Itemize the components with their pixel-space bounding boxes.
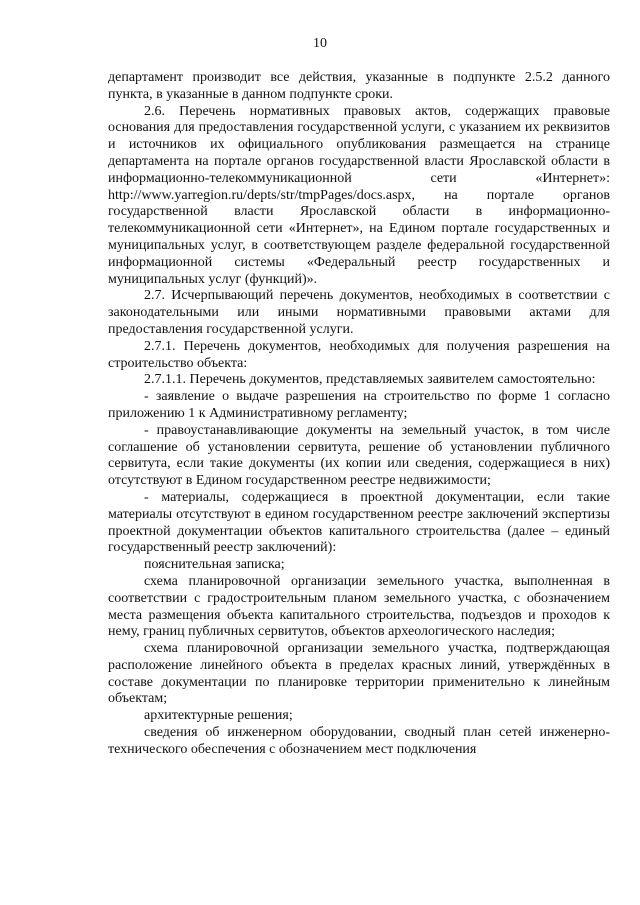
list-item-application: - заявление о выдаче разрешения на строительство по форме 1 согласно приложению 1 к Административному регламенту;: [108, 389, 610, 421]
list-item-project-materials: - материалы, содержащиеся в проектной документации, если такие материалы отсутствуют в едином государственном реестре заключений экспертизы проектной документации объектов капитального строительства (далее – единый государственный реестр заключений):: [108, 489, 610, 556]
paragraph-2-7: 2.7. Исчерпывающий перечень документов, необходимых в соответствии с законодательными или иными нормативными правовыми актами для предоставления государственной услуги.: [108, 288, 610, 337]
paragraph-2-7-1-1: 2.7.1.1. Перечень документов, представляемых заявителем самостоятельно:: [144, 372, 596, 388]
list-item-engineering: сведения об инженерном оборудовании, сводный план сетей инженерно-технического обеспечения с обозначением мест подключения: [108, 725, 610, 757]
list-item-land-documents: - правоустанавливающие документы на земельный участок, в том числе соглашение об установлении сервитута, решение об установлении публичного сервитута, если такие документы (их копии или сведения, содержащиеся в них) отсутствуют в Едином государственном реестре недвижимости;: [108, 422, 610, 489]
document-body: [108, 70, 610, 759]
list-item-explanatory-note: пояснительная записка;: [144, 557, 285, 573]
page-number: 10: [313, 36, 327, 51]
paragraph-2-6: 2.6. Перечень нормативных правовых актов, содержащих правовые основания для предоставления государственной услуги, с указанием их реквизитов и источников их официального опубликования размещается на странице департамента на портале органов государственной власти Ярославской области в информационно-телекоммуникационной сети «Интернет»: http://www.yarregion.ru/depts/str/tmpPages/docs.aspx, на портале органов государственной власти Ярославской области в информационно-телекоммуникационной сети «Интернет», на Едином портале государственных и муниципальных услуг, в соответствующем разделе федеральной государственной информационной системы «Федеральный реестр государственных и муниципальных услуг (функций)».: [108, 103, 610, 287]
list-item-architecture: архитектурные решения;: [144, 708, 293, 724]
list-item-site-plan: схема планировочной организации земельного участка, выполненная в соответствии с градостроительным планом земельного участка, с обозначением места размещения объекта капитального строительства, подъездов и проходов к нему, границ публичных сервитутов, объектов археологического наследия;: [108, 573, 610, 640]
list-item-linear-site-plan: схема планировочной организации земельного участка, подтверждающая расположение линейного объекта в пределах красных линий, утверждённых в составе документации по планировке территории применительно к линейным объектам;: [108, 641, 610, 707]
paragraph-continuation: департамент производит все действия, указанные в подпункте 2.5.2 данного пункта, в указанные в данном подпункте сроки.: [108, 70, 610, 102]
paragraph-2-7-1: 2.7.1. Перечень документов, необходимых для получения разрешения на строительство объекта:: [108, 338, 610, 371]
